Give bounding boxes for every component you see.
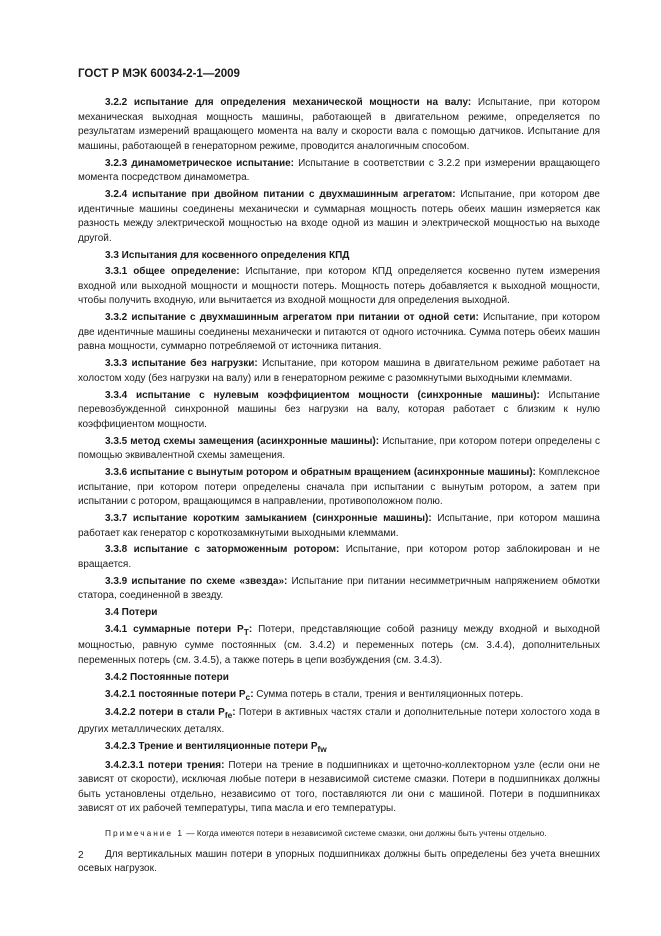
- section-3-4-heading: 3.4 Потери: [105, 607, 158, 619]
- page-number: 2: [78, 850, 84, 861]
- paragraph-3-4-2-2: 3.4.2.2 потери в стали $P_{fe}$: Потери в активных частях стали и дополнительные потери холостого хода в других металлических деталях.: [78, 707, 600, 735]
- paragraph-3-2-4: 3.2.4 испытание при двойном питании с двухмашинным агрегатом: Испытание, при котором две идентичные машины соединены механически и суммарная мощность потерь обеих машин измеряется как разность между электрической мощностью на входе одной из машин и электрической мощностью на выходе другой.: [78, 188, 600, 244]
- paragraph-3-3-5: 3.3.5 метод схемы замещения (асинхронные машины): Испытание, при котором потери определены с помощью эквивалентной схемы замещения.: [78, 435, 600, 462]
- paragraph-3-3-1: 3.3.1 общее определение: Испытание, при котором КПД определяется косвенно путем измерения входной или выходной мощности и мощности потерь. Мощность потерь добавляется к выходной мощности, чтобы получить входную, или вычитается из входной мощности для определения выходной.: [78, 266, 601, 307]
- paragraph-3-3-9: 3.3.9 испытание по схеме «звезда»: Испытание при питании несимметричным напряжением обмотки статора, соединенной в звезду.: [78, 575, 601, 602]
- paragraph-3-4-2-3-1: 3.4.2.3.1 потери трения: Потери на трение в подшипниках и щеточно-коллекторном узле (если они не зависят от скорости), исключая любые потери в независимой системе смазки. Потери в подшипниках должны быть установлены отдельно, независимо от того, поставляются ли они с машиной. Потери в подшипниках зависят от их рабочей температуры, типа масла и его температуры.: [78, 759, 600, 815]
- paragraph-3-4-2-1: 3.4.2.1 постоянные потери $P_c$: Сумма потерь в стали, трения и вентиляционных потерь.: [105, 688, 524, 702]
- paragraph-3-3-8: 3.3.8 испытание с заторможенным ротором: Испытание, при котором ротор заблокирован и не вращается.: [78, 544, 600, 570]
- document-body: [78, 96, 600, 879]
- document-header: ГОСТ Р МЭК 60034-2-1—2009: [78, 68, 240, 80]
- final-paragraph: Для вертикальных машин потери в упорных подшипниках должны быть определены без учета внешних осевых нагрузок.: [78, 848, 600, 875]
- paragraph-3-2-2: 3.2.2 испытание для определения механической мощности на валу: Испытание, при котором механическая выходная мощность машины, работающей в двигательном режиме, определяется по результатам измерений вращающего момента на валу и скорости вала с помощью датчиков. Испытание для машины, работающей в генераторном режиме, проводится аналогичным способом.: [78, 97, 600, 152]
- section-3-4-2-3-heading: 3.4.2.3 Трение и вентиляционные потери $P_{fw}$: [105, 740, 327, 754]
- note-1: Примечание 1 — Когда имеются потери в независимой системе смазки, они должны быть учтены отдельно.: [105, 827, 547, 838]
- paragraph-3-4-1: 3.4.1 суммарные потери $P_T$: Потери, представляющие собой разницу между входной и выходной мощностью, равную сумме постоянных (см. 3.4.2) и переменных потерь (см. 3.4.4), дополнительных переменных потерь (см. 3.4.5), а также потерь в цепи возбуждения (см. 3.4.3).: [78, 623, 600, 666]
- paragraph-3-3-2: 3.3.2 испытание с двухмашинным агрегатом при питании от одной сети: Испытание, при котором две идентичные машины соединены механически и питаются от одного источника. Сумма потерь обеих машин равна мощности, суммарно потребляемой от источника питания.: [78, 312, 600, 353]
- section-3-3-heading: 3.3 Испытания для косвенного определения КПД: [105, 249, 350, 261]
- paragraph-3-3-6: 3.3.6 испытание с вынутым ротором и обратным вращением (асинхронные машины): Комплексное испытание, при котором потери определены сначала при испытании с вынутым ротором, а затем при испытании с ротором, вращающимся в направлении, противоположном полю.: [78, 466, 600, 508]
- section-3-4-2-heading: 3.4.2 Постоянные потери: [105, 671, 229, 683]
- paragraph-3-2-3: 3.2.3 динамометрическое испытание: Испытание в соответствии с 3.2.2 при измерении вращающего момента посредством динамометра.: [78, 157, 600, 184]
- paragraph-3-3-3: 3.3.3 испытание без нагрузки: Испытание, при котором машина в двигательном режиме работает на холостом ходу (без нагрузки на валу) или в генераторном режиме с разомкнутыми выходными клеммами.: [78, 358, 600, 384]
- paragraph-3-3-4: 3.3.4 испытание с нулевым коэффициентом мощности (синхронные машины): Испытание перевозбужденной синхронной машины без нагрузки на валу, которая работает с близким к нулю коэффициентом мощности.: [78, 389, 600, 430]
- paragraph-3-3-7: 3.3.7 испытание коротким замыканием (синхронные машины): Испытание, при котором машина работает как генератор с короткозамкнутыми выходными клеммами.: [78, 512, 600, 539]
